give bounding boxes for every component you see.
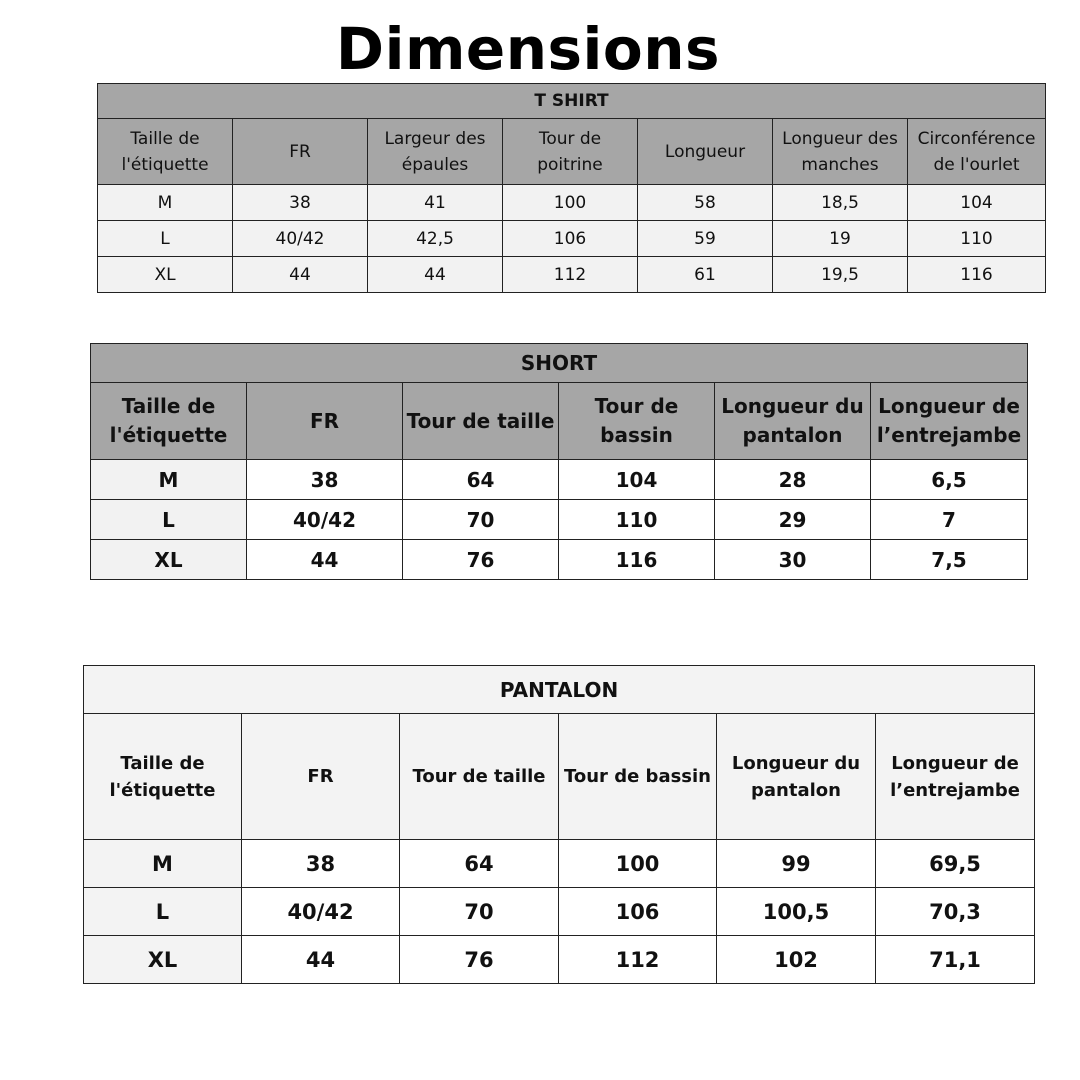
table-cell: M (84, 840, 242, 888)
page-title: Dimensions (335, 15, 721, 83)
table-cell: 69,5 (876, 840, 1035, 888)
table-cell: 41 (368, 185, 503, 221)
table-row (84, 840, 1035, 888)
table-cell: 100 (559, 840, 717, 888)
column-header: Longueur du pantalon (717, 714, 876, 840)
table-cell: 110 (559, 500, 715, 540)
column-header: Longueur du pantalon (715, 383, 871, 460)
table-title: T SHIRT (98, 84, 1046, 119)
table-row (91, 540, 1028, 580)
table-row (98, 257, 1046, 293)
table-row (84, 936, 1035, 984)
table-cell: 102 (717, 936, 876, 984)
table-cell: 7,5 (871, 540, 1028, 580)
table-cell: 7 (871, 500, 1028, 540)
table-cell: L (84, 888, 242, 936)
pantalon-size-table (83, 665, 1035, 984)
column-header: Taille de l'étiquette (91, 383, 247, 460)
table-cell: 110 (908, 221, 1046, 257)
table-row (98, 185, 1046, 221)
column-header: Largeur des épaules (368, 119, 503, 185)
table-cell: 76 (403, 540, 559, 580)
table-cell: 70 (403, 500, 559, 540)
column-header: FR (233, 119, 368, 185)
table-cell: 71,1 (876, 936, 1035, 984)
table-cell: 100 (503, 185, 638, 221)
table-cell: 38 (242, 840, 400, 888)
short-size-table (90, 343, 1028, 580)
table-cell: 104 (908, 185, 1046, 221)
table-cell: XL (91, 540, 247, 580)
table-header-row (84, 714, 1035, 840)
table-row (91, 460, 1028, 500)
column-header: Longueur de l’entrejambe (871, 383, 1028, 460)
table-cell: 19,5 (773, 257, 908, 293)
table-cell: 38 (233, 185, 368, 221)
column-header: Tour de taille (403, 383, 559, 460)
column-header: FR (247, 383, 403, 460)
table-cell: 29 (715, 500, 871, 540)
table-cell: 18,5 (773, 185, 908, 221)
table-header-row (91, 383, 1028, 460)
table-cell: 99 (717, 840, 876, 888)
column-header: FR (242, 714, 400, 840)
table-cell: 112 (503, 257, 638, 293)
table-row (98, 221, 1046, 257)
column-header: Taille de l'étiquette (84, 714, 242, 840)
table-header-row (98, 119, 1046, 185)
table-cell: 40/42 (233, 221, 368, 257)
column-header: Longueur de l’entrejambe (876, 714, 1035, 840)
table-cell: M (91, 460, 247, 500)
table-cell: L (98, 221, 233, 257)
table-title: PANTALON (84, 666, 1035, 714)
column-header: Longueur (638, 119, 773, 185)
table-cell: 106 (503, 221, 638, 257)
table-row (84, 888, 1035, 936)
table-cell: 40/42 (247, 500, 403, 540)
table-cell: 44 (368, 257, 503, 293)
table-cell: L (91, 500, 247, 540)
table-cell: 70 (400, 888, 559, 936)
table-cell: 100,5 (717, 888, 876, 936)
table-title-row (91, 344, 1028, 383)
column-header: Taille de l'étiquette (98, 119, 233, 185)
column-header: Tour de taille (400, 714, 559, 840)
column-header: Tour de bassin (559, 714, 717, 840)
tshirt-size-table (97, 83, 1046, 293)
table-cell: 59 (638, 221, 773, 257)
table-cell: 44 (242, 936, 400, 984)
table-cell: 44 (233, 257, 368, 293)
column-header: Circonférence de l'ourlet (908, 119, 1046, 185)
table-cell: 106 (559, 888, 717, 936)
table-cell: 104 (559, 460, 715, 500)
table-cell: 19 (773, 221, 908, 257)
table-cell: 42,5 (368, 221, 503, 257)
table-cell: M (98, 185, 233, 221)
table-cell: 30 (715, 540, 871, 580)
table-cell: 64 (400, 840, 559, 888)
table-cell: 58 (638, 185, 773, 221)
table-cell: XL (98, 257, 233, 293)
table-title-row (98, 84, 1046, 119)
column-header: Tour de bassin (559, 383, 715, 460)
table-title-row (84, 666, 1035, 714)
table-cell: 61 (638, 257, 773, 293)
table-cell: 112 (559, 936, 717, 984)
table-cell: 38 (247, 460, 403, 500)
column-header: Longueur des manches (773, 119, 908, 185)
table-cell: 116 (559, 540, 715, 580)
table-cell: 70,3 (876, 888, 1035, 936)
table-cell: 76 (400, 936, 559, 984)
table-cell: 28 (715, 460, 871, 500)
table-title: SHORT (91, 344, 1028, 383)
table-cell: 64 (403, 460, 559, 500)
table-cell: 44 (247, 540, 403, 580)
table-cell: XL (84, 936, 242, 984)
table-cell: 116 (908, 257, 1046, 293)
table-cell: 40/42 (242, 888, 400, 936)
table-cell: 6,5 (871, 460, 1028, 500)
table-row (91, 500, 1028, 540)
column-header: Tour de poitrine (503, 119, 638, 185)
